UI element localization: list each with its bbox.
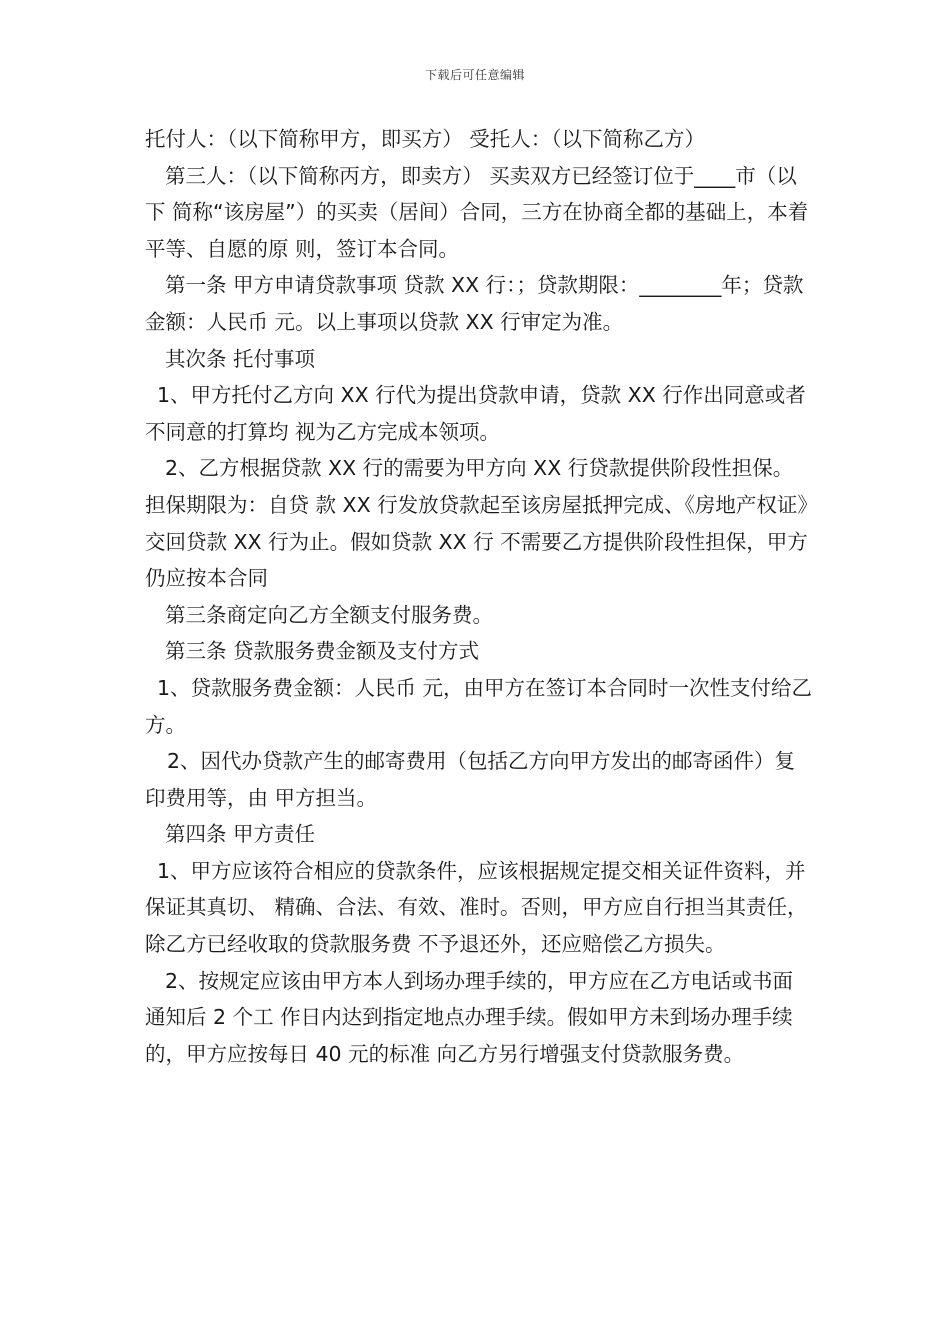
heading-article-2: 其次条 托付事项 <box>165 346 316 371</box>
paragraph-article-4-item-2: 2、按规定应该由甲方本人到场办理手续的，甲方应在乙方电话或书面通知后 2 个工 作日内达到指定地点办理手续。假如甲方未到场办理手续的，甲方应按每日 40 元的标准 向乙方另行增强支付贷款服务费。 <box>145 968 794 1066</box>
paragraph-article-3-item-2: 2、因代办贷款产生的邮寄费用（包括乙方向甲方发出的邮寄函件）复印费用等，由 甲方担当。 <box>145 749 796 810</box>
document-body <box>145 121 813 1072</box>
paragraph-article-4-item-1: 1、甲方应该符合相应的贷款条件，应该根据规定提交相关证件资料，并保证其真切、 精确、合法、有效、准时。否则，甲方应自行担当其责任，除乙方已经收取的贷款服务费 不予退还外，还应赔偿乙方损失。 <box>145 858 808 957</box>
paragraph-service-fee-agreement: 第三条商定向乙方全额支付服务费。 <box>165 602 493 627</box>
paragraph-parties: 托付人：（以下简称甲方，即买方） 受托人：（以下简称乙方） <box>145 127 706 151</box>
page-header-note: 下载后可任意编辑 <box>424 68 525 82</box>
heading-article-3: 第三条 贷款服务费金额及支付方式 <box>165 639 480 664</box>
paragraph-article-2-item-2: 2、乙方根据贷款 XX 行的需要为甲方向 XX 行贷款提供阶段性担保。担保期限为：自贷 款 XX 行发放贷款起至该房屋抵押完成、《房地产权证》交回贷款 XX 行为止。假如贷款 XX 行 不需要乙方提供阶段性担保，甲方仍应按本合同 <box>145 456 808 591</box>
paragraph-article-3-item-1: 1、贷款服务费金额：人民币 元，由甲方在签订本合同时一次性支付给乙方。 <box>145 675 813 737</box>
heading-article-4: 第四条 甲方责任 <box>165 822 316 847</box>
paragraph-third-party: 第三人：（以下简称丙方，即卖方） 买卖双方已经签订位于____市（以下 简称“该房屋”）的买卖（居间）合同，三方在协商全都的基础上，本着平等、自愿的原 则，签订本合同。 <box>145 163 809 261</box>
paragraph-article-2-item-1: 1、甲方托付乙方向 XX 行代为提出贷款申请，贷款 XX 行作出同意或者不同意的打算均 视为乙方完成本领项。 <box>145 383 806 444</box>
paragraph-article-1: 第一条 甲方申请贷款事项 贷款 XX 行：；贷款期限：________年；贷款金额：人民币 元。以上事项以贷款 XX 行审定为准。 <box>145 273 804 334</box>
